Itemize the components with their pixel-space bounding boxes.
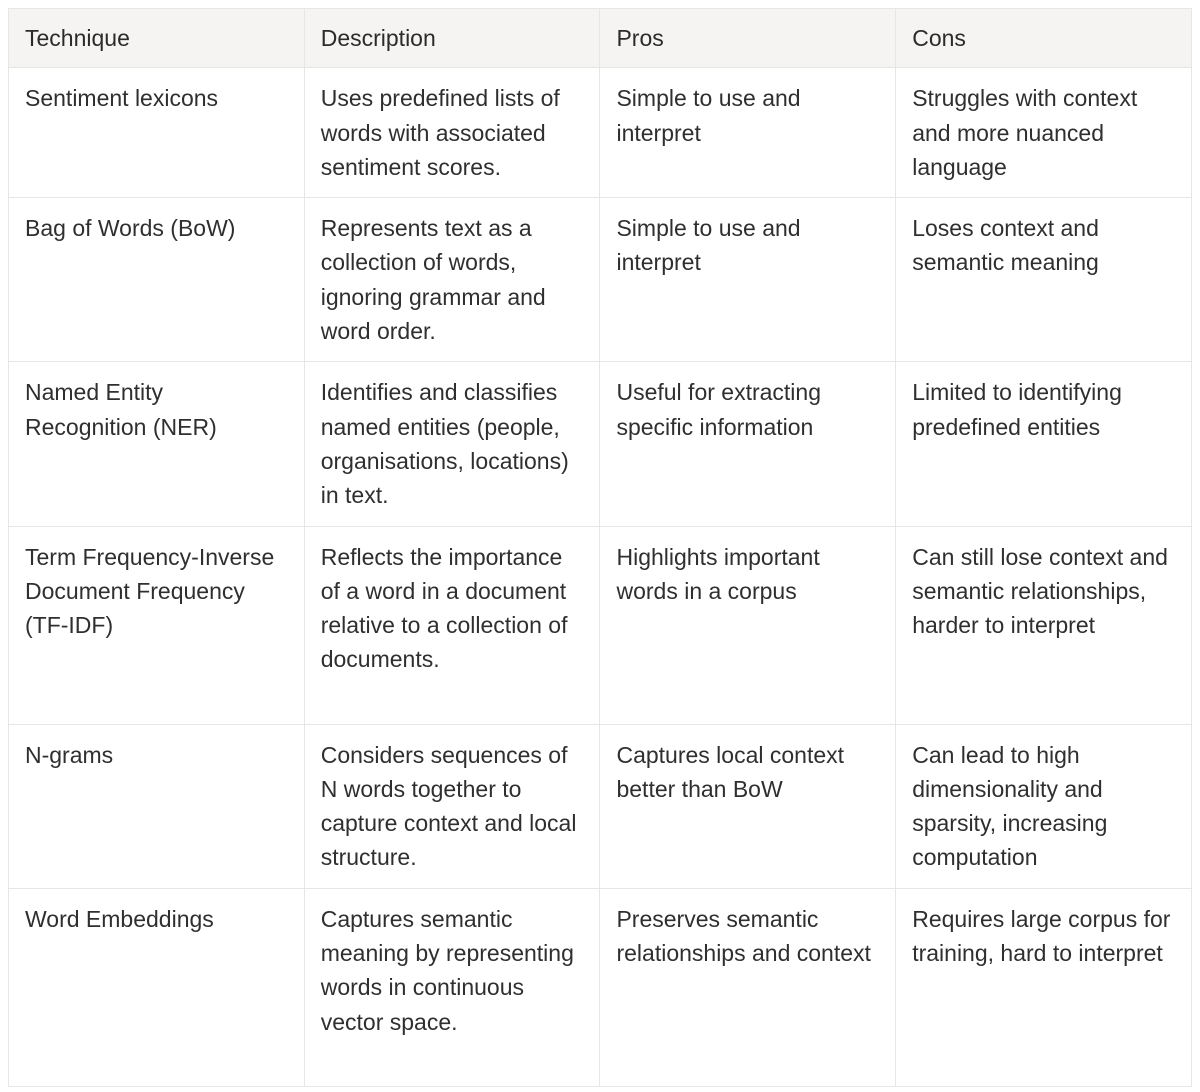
cell-pros: Highlights important words in a corpus [600,526,896,724]
header-row [9,9,1192,68]
cell-pros: Simple to use and interpret [600,68,896,198]
header-pros: Pros [600,9,896,68]
header-technique: Technique [9,9,305,68]
cell-technique: Named Entity Recognition (NER) [9,362,305,526]
cell-description: Uses predefined lists of words with associated sentiment scores. [304,68,600,198]
techniques-table [8,8,1192,1087]
cell-technique: N-grams [9,724,305,888]
table-row [9,198,1192,362]
cell-cons: Limited to identifying predefined entities [896,362,1192,526]
cell-technique: Bag of Words (BoW) [9,198,305,362]
cell-description: Represents text as a collection of words, ignoring grammar and word order. [304,198,600,362]
cell-description: Identifies and classifies named entities (people, organisations, locations) in text. [304,362,600,526]
cell-cons: Requires large corpus for training, hard to interpret [896,888,1192,1086]
cell-cons: Struggles with context and more nuanced language [896,68,1192,198]
cell-technique: Sentiment lexicons [9,68,305,198]
cell-pros: Preserves semantic relationships and context [600,888,896,1086]
table-row [9,68,1192,198]
cell-pros: Simple to use and interpret [600,198,896,362]
cell-pros: Captures local context better than BoW [600,724,896,888]
cell-pros: Useful for extracting specific information [600,362,896,526]
cell-cons: Can still lose context and semantic relationships, harder to interpret [896,526,1192,724]
table-row [9,526,1192,724]
cell-cons: Can lead to high dimensionality and sparsity, increasing computation [896,724,1192,888]
cell-technique: Term Frequency-Inverse Document Frequency (TF-IDF) [9,526,305,724]
cell-cons: Loses context and semantic meaning [896,198,1192,362]
table-row [9,724,1192,888]
cell-description: Considers sequences of N words together to capture context and local structure. [304,724,600,888]
header-description: Description [304,9,600,68]
table-row [9,888,1192,1086]
cell-description: Reflects the importance of a word in a document relative to a collection of documents. [304,526,600,724]
header-cons: Cons [896,9,1192,68]
cell-technique: Word Embeddings [9,888,305,1086]
cell-description: Captures semantic meaning by representing words in continuous vector space. [304,888,600,1086]
table-row [9,362,1192,526]
